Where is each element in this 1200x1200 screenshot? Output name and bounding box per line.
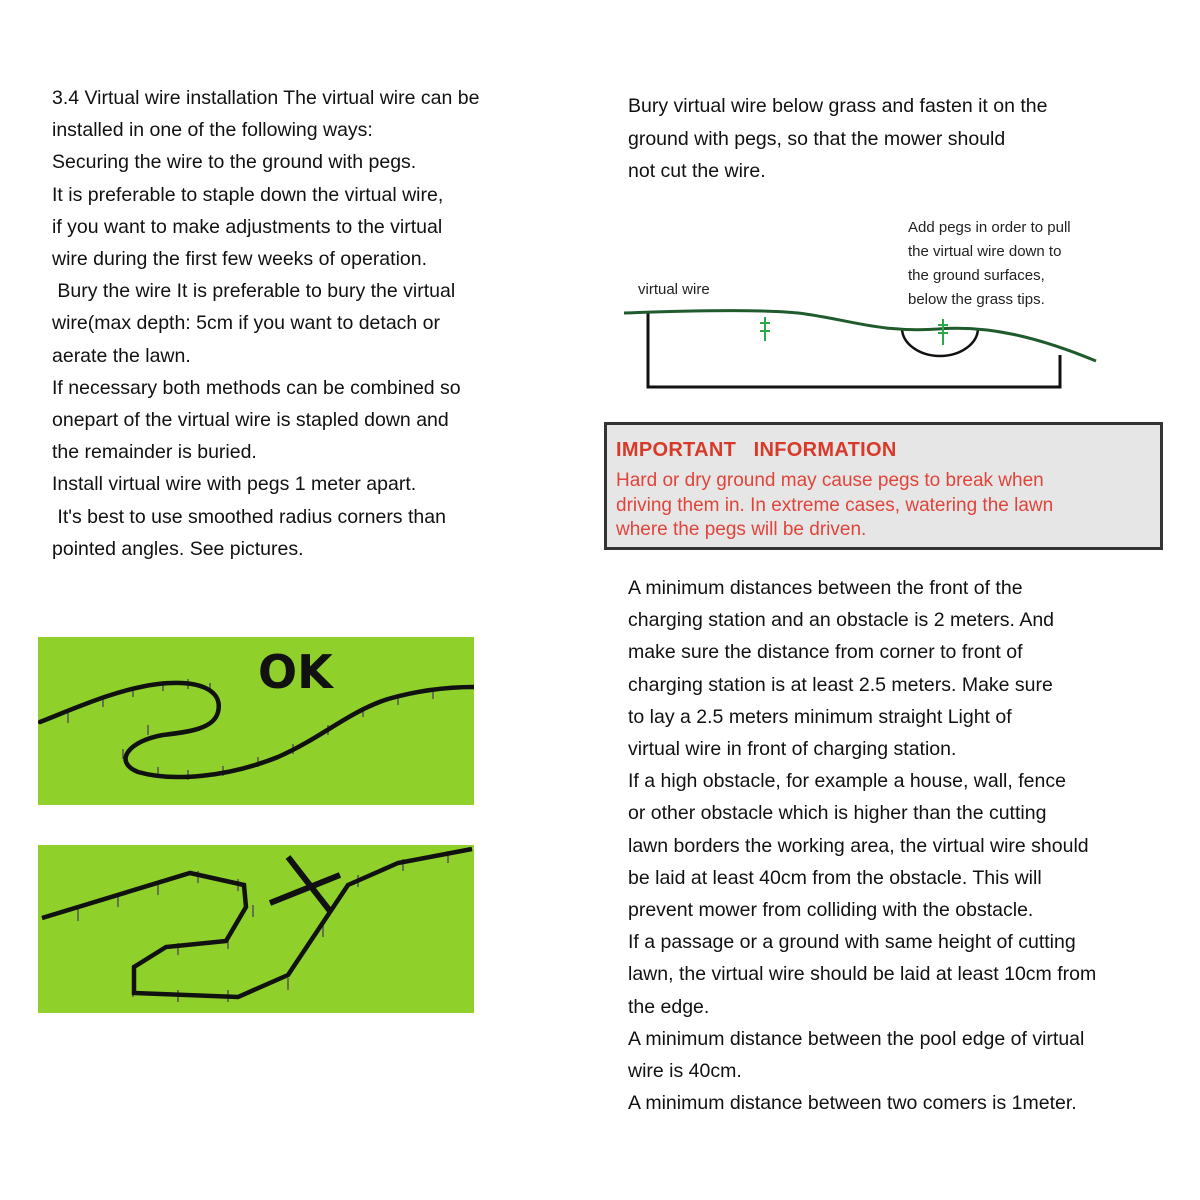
text-line: not cut the wire.: [628, 160, 766, 182]
cross-mark-icon: [270, 857, 340, 911]
peg-note: [908, 216, 1071, 312]
text-line: charging station and an obstacle is 2 meters. And: [628, 609, 1055, 632]
text-line: Securing the wire to the ground with pegs.: [52, 151, 417, 174]
important-body: [616, 469, 1053, 543]
text-line: virtual wire in front of charging station.: [628, 738, 957, 761]
text-line: If a high obstacle, for example a house, wall, fence: [628, 770, 1066, 793]
text-line: lawn borders the working area, the virtual wire should: [628, 834, 1089, 857]
note-line: below the grass tips.: [908, 291, 1045, 308]
text-line: If necessary both methods can be combined so: [52, 376, 461, 399]
text-line: wire is 40cm.: [628, 1060, 742, 1083]
installation-instructions: [52, 82, 479, 565]
text-line: 3.4 Virtual wire installation The virtual wire can be: [52, 87, 480, 109]
text-line: be laid at least 40cm from the obstacle. This will: [628, 866, 1042, 889]
text-line: the remainder is buried.: [52, 441, 257, 464]
peg-icon: [760, 317, 770, 341]
bury-wire-instruction: [628, 90, 1047, 188]
text-line: where the pegs will be driven.: [616, 519, 867, 540]
text-line: A minimum distance between the pool edge of virtual: [628, 1027, 1085, 1050]
sharp-wire-illustration: [38, 845, 474, 1013]
text-line: Install virtual wire with pegs 1 meter apart.: [52, 473, 417, 496]
text-line: pointed angles. See pictures.: [52, 537, 304, 560]
text-line: A minimum distance between two comers is 1meter.: [628, 1092, 1077, 1115]
peg-icon: [938, 319, 948, 345]
important-information-box: [604, 422, 1163, 550]
virtual-wire-label: virtual wire: [638, 281, 710, 298]
text-line: driving them in. In extreme cases, watering the lawn: [616, 494, 1054, 516]
text-line: ground with pegs, so that the mower should: [628, 127, 1006, 150]
text-line: onepart of the virtual wire is stapled down and: [52, 409, 449, 432]
text-line: aerate the lawn.: [52, 344, 191, 367]
distance-requirements: [628, 572, 1096, 1119]
text-line: to lay a 2.5 meters minimum straight Light of: [628, 705, 1012, 728]
text-line: wire during the first few weeks of operation.: [52, 248, 428, 271]
text-line: or other obstacle which is higher than the cutting: [628, 802, 1047, 825]
text-line: make sure the distance from corner to front of: [628, 641, 1023, 664]
text-line: installed in one of the following ways:: [52, 119, 373, 142]
text-line: wire(max depth: 5cm if you want to detach or: [52, 312, 441, 335]
text-line: the edge.: [628, 995, 710, 1018]
bad-example-panel: [38, 845, 474, 1013]
text-line: if you want to make adjustments to the virtual: [52, 215, 443, 238]
text-line: If a passage or a ground with same height of cutting: [628, 931, 1076, 954]
important-title: IMPORTANT INFORMATION: [616, 439, 897, 461]
text-line: It's best to use smoothed radius corners than: [52, 505, 446, 528]
text-line: charging station is at least 2.5 meters. Make sure: [628, 673, 1053, 696]
note-line: Add pegs in order to pull: [908, 219, 1071, 236]
ok-label: OK: [258, 645, 333, 699]
note-line: the ground surfaces,: [908, 267, 1045, 284]
ok-example-panel: [38, 637, 474, 805]
text-line: Hard or dry ground may cause pegs to break when: [616, 470, 1044, 491]
smooth-wire-illustration: [38, 637, 474, 805]
text-line: lawn, the virtual wire should be laid at least 10cm from: [628, 963, 1097, 986]
text-line: Bury the wire It is preferable to bury the virtual: [52, 280, 456, 303]
text-line: A minimum distances between the front of the: [628, 577, 1023, 599]
text-line: prevent mower from colliding with the obstacle.: [628, 899, 1034, 922]
text-line: It is preferable to staple down the virtual wire,: [52, 183, 444, 206]
text-line: Bury virtual wire below grass and fasten it on the: [628, 95, 1048, 117]
note-line: the virtual wire down to: [908, 243, 1062, 260]
